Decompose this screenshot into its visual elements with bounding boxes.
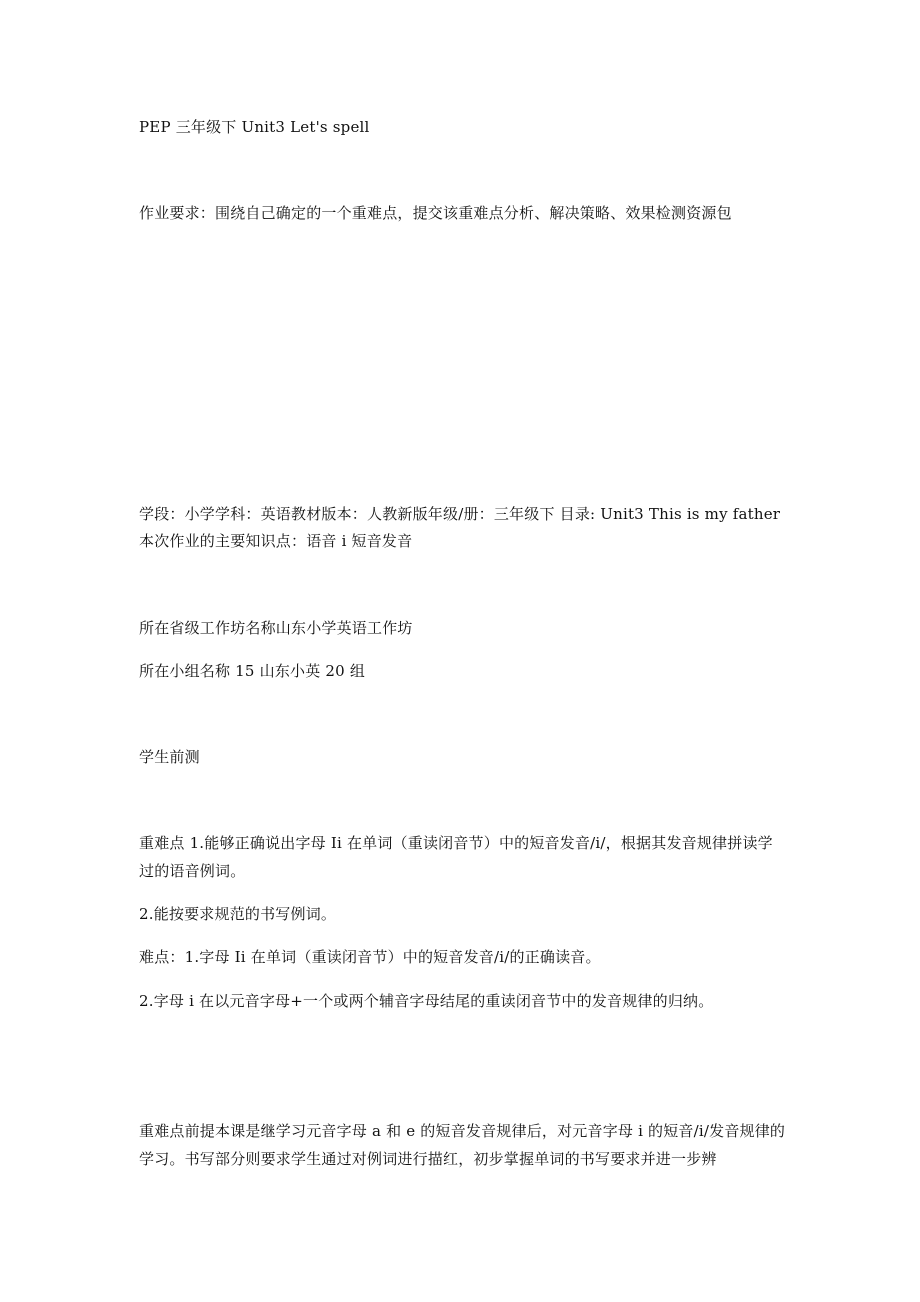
difficulty-1: 难点：1.字母 Ii 在单词（重读闭音节）中的短音发音/i/的正确读音。 (139, 948, 601, 966)
group-name: 所在小组名称 15 山东小英 20 组 (139, 662, 366, 680)
analysis-paragraph: 重难点前提本课是继学习元音字母 a 和 e 的短音发音规律后，对元音字母 i 的短音/i/发音规律的学习。书写部分则要求学生通过对例词进行描红，初步掌握单词的书写要求并进一步辨 (139, 1122, 786, 1168)
assignment-requirement: 作业要求：围绕自己确定的一个重难点，提交该重难点分析、解决策略、效果检测资源包 (139, 204, 732, 222)
key-point-1: 重难点 1.能够正确说出字母 Ii 在单词（重读闭音节）中的短音发音/i/，根据其发音规律拼读学过的语音例词。 (139, 834, 773, 880)
pretest-heading: 学生前测 (139, 748, 200, 766)
course-info: 学段：小学学科：英语教材版本：人教新版年级/册：三年级下 目录: Unit3 This is my father (139, 505, 781, 523)
workshop-name: 所在省级工作坊名称山东小学英语工作坊 (139, 619, 413, 637)
difficulty-2: 2.字母 i 在以元音字母+一个或两个辅音字母结尾的重读闭音节中的发音规律的归纳。 (139, 992, 714, 1010)
document-title: PEP 三年级下 Unit3 Let's spell (139, 118, 370, 136)
knowledge-point: 本次作业的主要知识点：语音 i 短音发音 (139, 532, 413, 550)
key-point-2: 2.能按要求规范的书写例词。 (139, 905, 337, 923)
